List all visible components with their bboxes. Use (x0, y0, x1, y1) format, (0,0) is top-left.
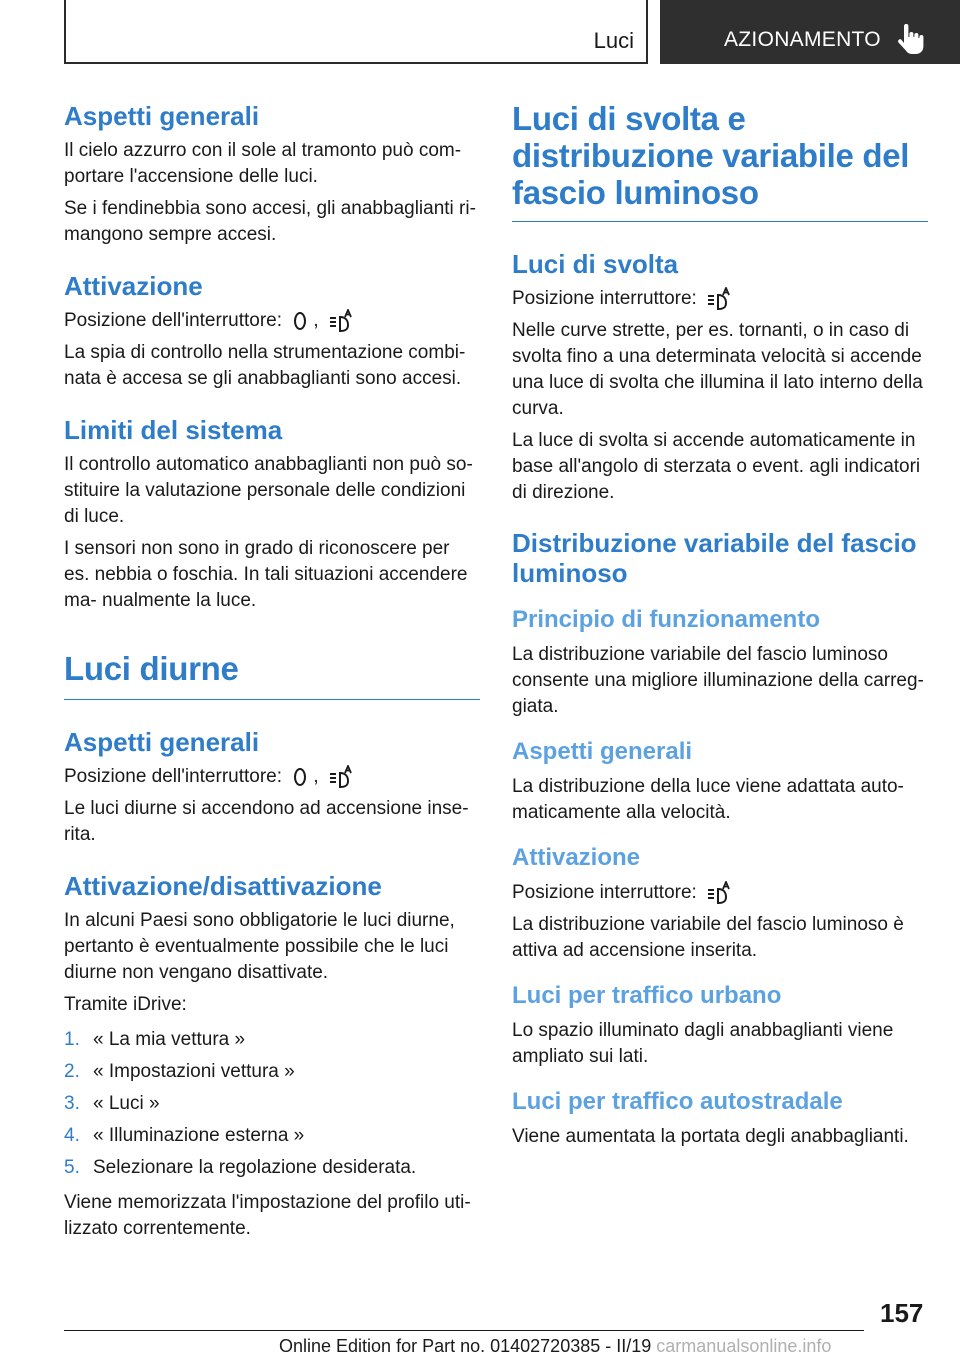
paragraph: I sensori non sono in grado di riconoscere per es. nebbia o foschia. In tali situazioni accendere ma- nualmente la luce. (64, 538, 468, 611)
footer-edition-line (279, 1336, 831, 1357)
list-item: 3. « Luci » (64, 1093, 160, 1114)
automatic-headlight-icon (704, 287, 732, 311)
automatic-headlight-icon (704, 881, 732, 905)
subsection-title: Principio di funzionamento (512, 606, 820, 633)
paragraph: La distribuzione variabile del fascio luminoso è attiva ad accensione inserita. (512, 914, 904, 961)
paragraph: Lo spazio illuminato dagli anabbaglianti viene ampliato sui lati. (512, 1020, 894, 1067)
paragraph: Viene memorizzata l'impostazione del profilo uti- lizzato correntemente. (64, 1192, 471, 1239)
section-title: Luci di svolta (512, 249, 679, 279)
hand-pointer-icon (896, 24, 926, 56)
paragraph: La luce di svolta si accende automaticamente in base all'angolo di sterzata o event. agli indicatori di direzione. (512, 430, 921, 503)
section-title: Attivazione (64, 271, 203, 301)
paragraph: Se i fendinebbia sono accesi, gli anabbaglianti ri- mangono sempre accesi. (64, 198, 476, 245)
header-section-title: Luci (593, 28, 634, 53)
switch-position-line: Posizione dell'interruttore: , (64, 308, 480, 334)
list-item: 5. Selezionare la regolazione desiderata. (64, 1157, 417, 1178)
list-item: 4. « Illuminazione esterna » (64, 1125, 305, 1146)
header-chapter-tab (660, 0, 960, 64)
switch-position-label: Posizione interruttore: (512, 288, 697, 309)
left-column (64, 100, 480, 1242)
paragraph: Il controllo automatico anabbaglianti non può so- stituire la valutazione personale delle condizioni di luce. (64, 454, 473, 527)
paragraph: Il cielo azzurro con il sole al tramonto può com- portare l'accensione delle luci. (64, 140, 462, 187)
header-chapter-title: AZIONAMENTO (724, 28, 881, 51)
automatic-headlight-icon (326, 309, 354, 333)
chapter-heading: Luci di svolta e distribuzione variabile del fascio luminoso (512, 100, 910, 211)
list-item: 1. « La mia vettura » (64, 1029, 246, 1050)
subsection-title: Luci per traffico autostradale (512, 1088, 843, 1115)
subsection-title: Aspetti generali (512, 738, 693, 765)
paragraph: La spia di controllo nella strumentazione combi- nata è accesa se gli anabbaglianti sono accesi. (64, 342, 466, 389)
paragraph: Tramite iDrive: (64, 994, 187, 1015)
light-switch-off-icon (289, 765, 311, 789)
switch-position-label: Posizione dell'interruttore: (64, 766, 283, 787)
automatic-headlight-icon (326, 765, 354, 789)
light-switch-off-icon (289, 309, 311, 333)
switch-position-line (512, 286, 928, 312)
section-title: Attivazione/disattivazione (64, 871, 382, 901)
paragraph: La distribuzione variabile del fascio luminoso consente una migliore illuminazione della carreg- giata. (512, 644, 924, 717)
paragraph: Nelle curve strette, per es. tornanti, o in caso di svolta fino a una determinata velocità si accende una luce di svolta che illumina il lato interno della curva. (512, 320, 923, 419)
switch-position-line (512, 880, 928, 906)
page-number: 157 (880, 1298, 924, 1328)
footer-edition: Online Edition for Part no. 01402720385 - II/19 (279, 1336, 652, 1356)
chapter-heading: Luci diurne (64, 650, 239, 687)
paragraph: In alcuni Paesi sono obbligatorie le luci diurne, pertanto è eventualmente possibile che le luci diurne non vengano disattivate. (64, 910, 455, 983)
section-title: Limiti del sistema (64, 415, 283, 445)
switch-position-label: Posizione interruttore: (512, 882, 697, 903)
section-title: Aspetti generali (64, 727, 260, 757)
footer-rule (64, 1330, 864, 1331)
section-title: Distribuzione variabile del fascio luminoso (512, 528, 917, 588)
paragraph: Le luci diurne si accendono ad accensione inse- rita. (64, 798, 469, 845)
section-title: Aspetti generali (64, 101, 260, 131)
header-section-box (64, 0, 648, 64)
switch-position-label: Posizione dell'interruttore: (64, 310, 283, 331)
switch-position-line: Posizione dell'interruttore: , (64, 764, 480, 790)
paragraph: La distribuzione della luce viene adattata auto- maticamente alla velocità. (512, 776, 904, 823)
paragraph: Viene aumentata la portata degli anabbaglianti. (512, 1126, 909, 1147)
subsection-title: Luci per traffico urbano (512, 982, 782, 1009)
footer-site: carmanualsonline.info (656, 1336, 832, 1356)
steps-list (64, 1024, 480, 1184)
subsection-title: Attivazione (512, 844, 641, 871)
list-item: 2. « Impostazioni vettura » (64, 1061, 295, 1082)
right-column (512, 100, 928, 1150)
